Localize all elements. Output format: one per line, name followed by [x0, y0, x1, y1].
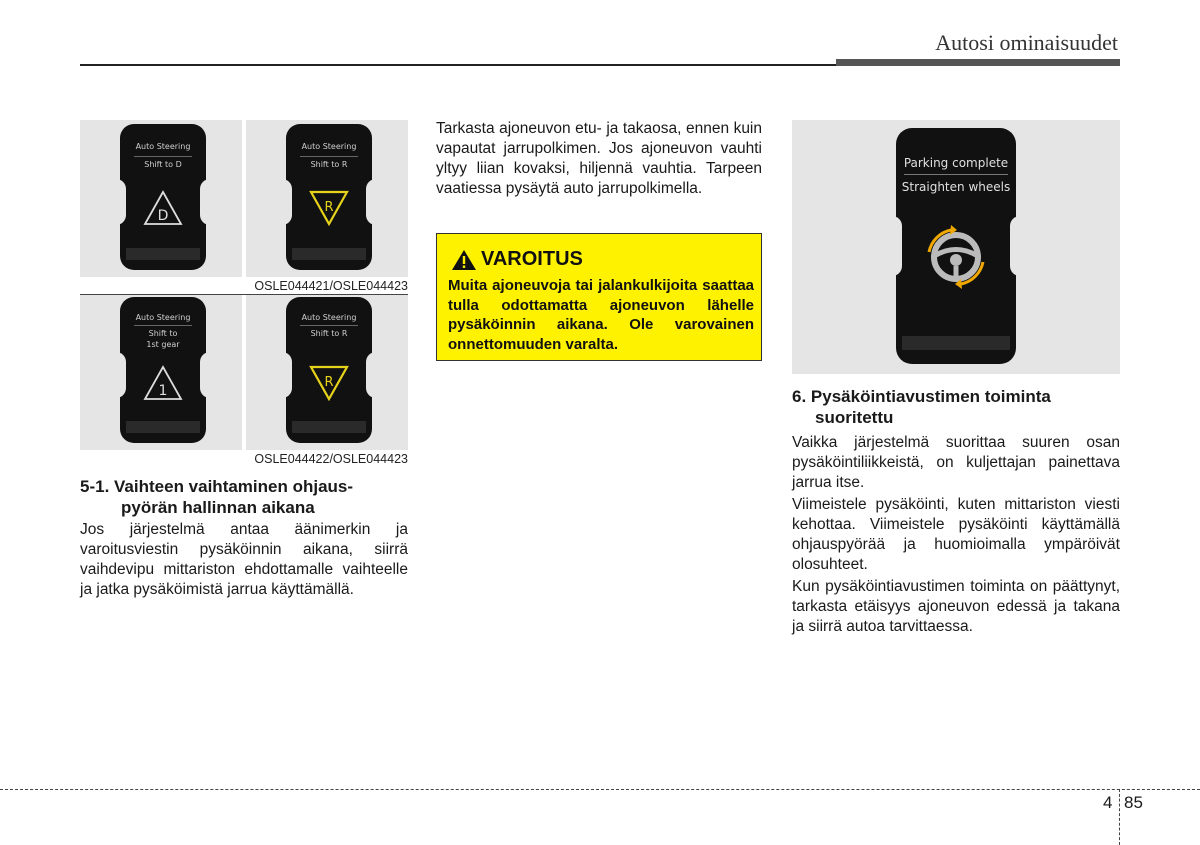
figure-shift-1-r	[80, 295, 408, 450]
middle-body	[436, 119, 762, 201]
cluster-display-shift-r	[286, 124, 372, 270]
paragraph: Kun pysäköintiavustimen toiminta on päättynyt, tarkasta etäisyys ajoneuvon edessä ja takana ja siirrä autoa tarvittaessa.	[792, 578, 1120, 635]
footer-divider	[1119, 789, 1120, 845]
figure-caption: OSLE044421/OSLE044423	[254, 279, 408, 293]
section-heading-5-1	[80, 476, 410, 518]
display-line: Parking complete	[903, 156, 1009, 170]
heading-number: 6.	[792, 387, 807, 406]
gear-symbol-text: D	[157, 208, 169, 224]
gear-r-warning-icon	[309, 190, 349, 226]
paragraph: Tarkasta ajoneuvon etu- ja takaosa, ennen kuin vapautat jarrupolkimen. Jos ajoneuvon vauhti yltyy liian kovaksi, hiljennä vauhtia. Tarpeen vaatiessa pysäytä auto jarrupolkimella.	[436, 120, 762, 197]
chapter-number: 4	[1103, 793, 1113, 812]
page-number: 85	[1124, 793, 1143, 812]
warning-title	[451, 248, 583, 271]
warning-title-text: VAROITUS	[481, 248, 583, 271]
cluster-display-shift-d	[120, 124, 206, 270]
section-body	[80, 520, 408, 602]
gear-r-warning-icon	[309, 365, 349, 401]
running-header: Autosi ominaisuudet	[935, 30, 1118, 55]
paragraph: Jos järjestelmä antaa äänimerkin ja varoitusviestin pysäköinnin aikana, siirrä vaihdevipu mittariston ehdottamalle vaihteelle ja jatka pysäköimistä jarrua käyttämällä.	[80, 521, 408, 598]
section-heading-6	[792, 386, 1122, 428]
warning-box	[436, 233, 762, 361]
section-body-right	[792, 433, 1120, 639]
gear-symbol-text: R	[324, 375, 334, 390]
display-line: Auto Steering	[135, 313, 191, 322]
figure-shift-d-r	[80, 120, 408, 277]
display-line: Straighten wheels	[901, 180, 1011, 194]
heading-number: 5-1.	[80, 477, 110, 496]
cluster-display-shift-1st	[120, 297, 206, 443]
paragraph: Vaikka järjestelmä suorittaa suuren osan pysäköintiliikkeistä, on kuljettajan painettava jarrua itse.	[792, 434, 1120, 491]
cluster-display-parking-complete	[896, 128, 1016, 364]
header-rule	[80, 64, 836, 66]
heading-text-cont: suoritettu	[815, 408, 894, 427]
heading-text: Vaihteen vaihtaminen ohjaus-	[114, 477, 354, 496]
gear-symbol-text: 1	[158, 383, 168, 399]
steering-wheel-icon	[921, 222, 991, 292]
display-line: Shift to R	[310, 160, 348, 169]
header-bar	[836, 59, 1120, 66]
warning-triangle-icon	[451, 249, 477, 271]
heading-text: Pysäköintiavustimen toiminta	[810, 387, 1051, 406]
gear-1-warning-icon	[143, 365, 183, 401]
display-line: Auto Steering	[301, 313, 357, 322]
gear-symbol-text: R	[324, 200, 334, 215]
footer-rule	[0, 789, 1200, 790]
gear-d-warning-icon	[143, 190, 183, 226]
paragraph: Viimeistele pysäköinti, kuten mittariston viesti kehottaa. Viimeistele pysäköinti käyttämällä ohjauspyörää ja huomioimalla ympäröivät olosuhteet.	[792, 496, 1120, 573]
figure-caption: OSLE044422/OSLE044423	[254, 452, 408, 466]
warning-text: Muita ajoneuvoja tai jalankulkijoita saattaa tulla odottamatta ajoneuvon lähelle pysäköinnin aikana. Ole varovainen onnettomuuden varalta.	[448, 277, 754, 353]
display-line: Auto Steering	[301, 142, 357, 151]
display-line: Shift to	[148, 329, 178, 338]
heading-text-cont: pyörän hallinnan aikana	[121, 498, 315, 517]
display-line: Shift to R	[310, 329, 348, 338]
display-line: 1st gear	[146, 340, 180, 349]
cluster-display-shift-r-2	[286, 297, 372, 443]
display-line: Auto Steering	[135, 142, 191, 151]
display-line: Shift to D	[144, 160, 182, 169]
figure-parking-complete	[792, 120, 1120, 374]
